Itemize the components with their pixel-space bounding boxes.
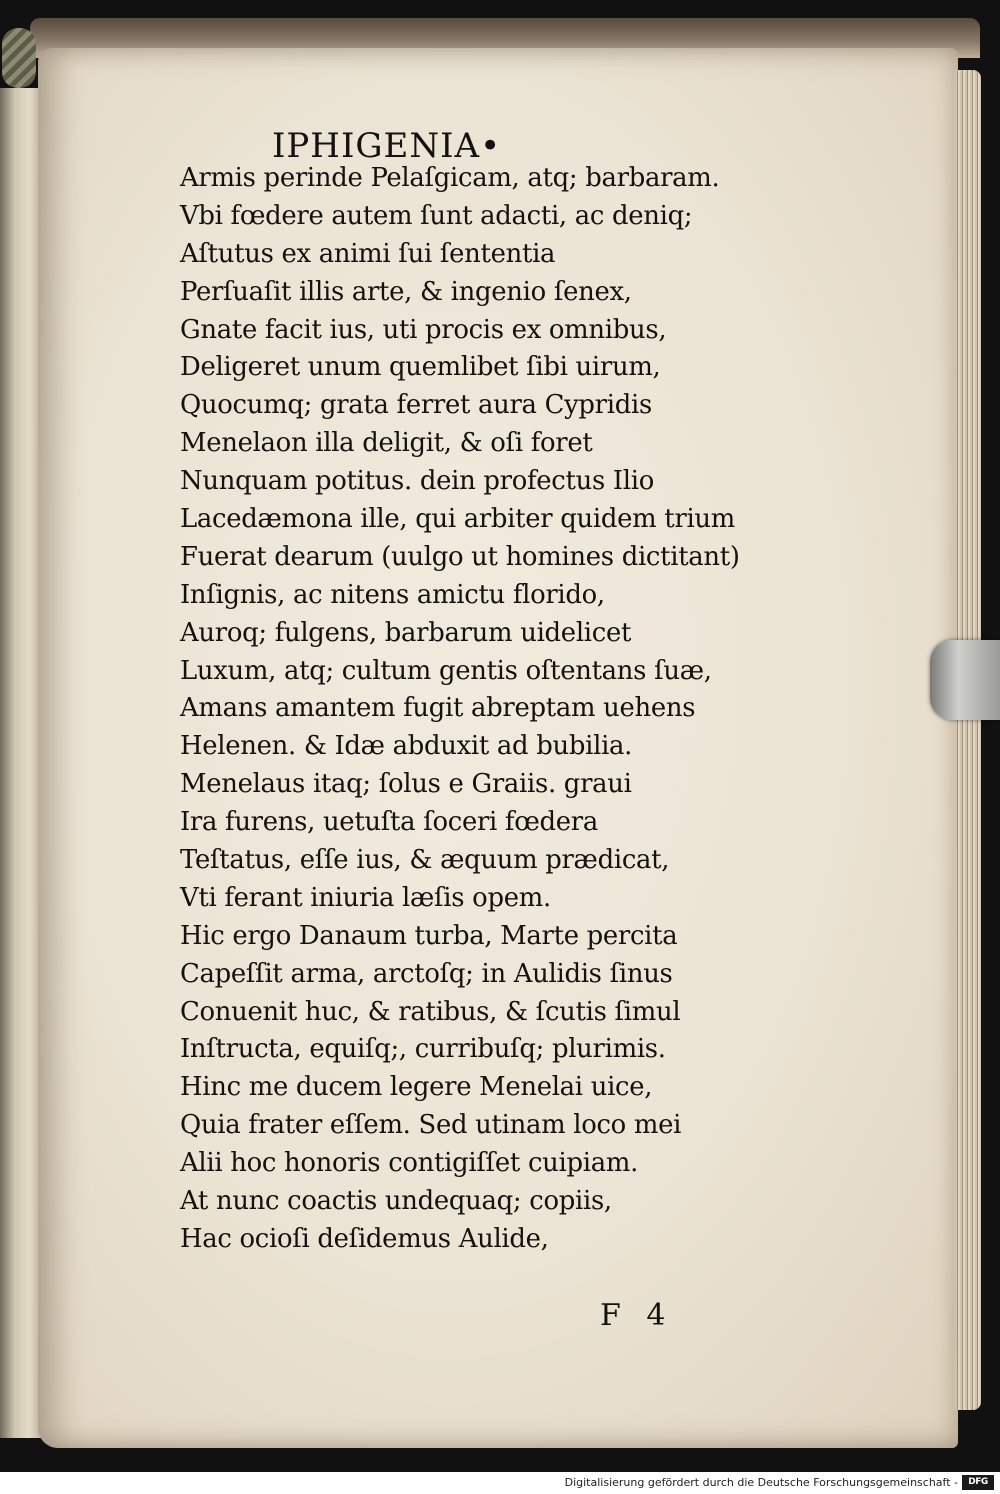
verse-line: Vbi fœdere autem ſunt adacti, ac deniq; [180,200,693,231]
page-fore-edge [955,70,981,1410]
verse-line: Lacedæmona ille, qui arbiter quidem trium [180,504,736,535]
funding-credit: Digitalisierung gefördert durch die Deutsche Forschungsgemeinschaft - [564,1476,958,1489]
verse-line: Nunquam potitus. dein profectus Ilio [180,466,655,497]
verse-line: Fuerat dearum (uulgo ut homines dictitant) [180,541,740,572]
verse-line: Inſignis, ac nitens amictu florido, [180,579,605,610]
verse-line: Hic ergo Danaum turba, Marte percita [180,920,678,951]
verse-line: Helenen. & Idæ abduxit ad bubilia. [180,731,633,762]
verse-line: Conuenit huc, & ratibus, & ſcutis ſimul [180,996,681,1027]
verse-text-block [180,160,743,1259]
verse-line: Hac ocioſi deſidemus Aulide, [180,1223,549,1254]
verse-line: Hinc me ducem legere Menelai uice, [180,1072,653,1103]
verse-line: Ira furens, uetuſta ſoceri fœdera [180,807,598,838]
verse-line: Menelaon illa deligit, & oſi foret [180,428,593,459]
verse-line: Quocumq; grata ferret aura Cypridis [180,390,652,421]
dfg-logo: DFG [962,1475,994,1490]
page-clip [930,640,1000,720]
binding-cord [2,28,36,88]
verse-line: Menelaus itaq; ſolus e Graiis. graui [180,769,632,800]
footer-bar [0,1472,1000,1494]
verse-line: Teſtatus, eſſe ius, & æquum prædicat, [180,845,670,876]
left-page-edge [0,88,42,1438]
running-head: IPHIGENIA• [272,126,502,166]
verse-line: Quia frater eſſem. Sed utinam loco mei [180,1110,682,1141]
verse-line: Alii hoc honoris contigiſſet cuipiam. [180,1148,638,1179]
verse-line: Capeſſit arma, arctoſq; in Aulidis ſinus [180,958,673,989]
verse-line: Vti ferant iniuria læſis opem. [180,882,551,913]
verse-line: Gnate facit ius, uti procis ex omnibus, [180,314,667,345]
signature-mark: F 4 [600,1298,674,1333]
verse-line: Luxum, atq; cultum gentis oſtentans ſuæ, [180,655,712,686]
verse-line: Armis perinde Pelaſgicam, atq; barbaram. [180,163,720,193]
verse-line: Aſtutus ex animi ſui ſententia [180,238,556,269]
verse-line: At nunc coactis undequaq; copiis, [180,1186,612,1217]
verse-line: Inſtructa, equiſq;, curribuſq; plurimis. [180,1034,666,1065]
verse-line: Deligeret unum quemlibet ſibi uirum, [180,352,661,383]
verse-line: Auroq; fulgens, barbarum uidelicet [180,617,632,648]
verse-line: Amans amantem fugit abreptam uehens [180,693,696,724]
verse-line: Perſuaſit illis arte, & ingenio ſenex, [180,276,632,307]
